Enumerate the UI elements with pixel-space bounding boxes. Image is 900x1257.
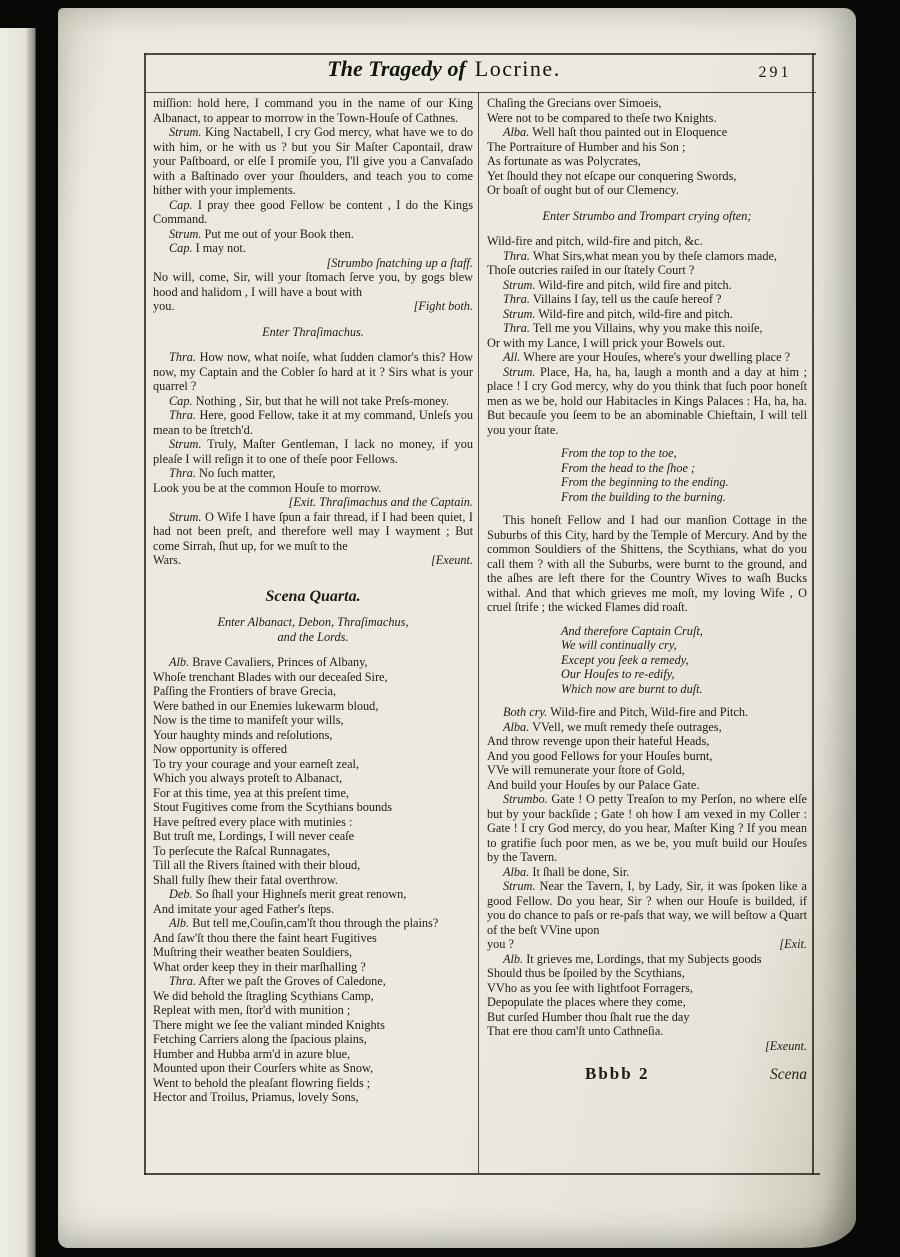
verse-line: Shall fully ſhew their fatal overthrow. [153,872,338,887]
verse-line: Our Houſes to re-edify, [561,667,675,681]
scene-heading: Scena Quarta. [265,587,361,605]
speaker-label: Strum. [168,509,202,524]
adjacent-page-edge [0,28,36,1257]
speech [487,720,807,793]
verse-line: Repleat with men, ſtor'd with munition ; [153,1003,351,1017]
speaker-label: Strum. [168,226,202,241]
verse-line: Should thus be ſpoiled by the Scythians, [487,966,685,980]
speaker-label: Thra. [168,466,196,480]
verse-line: Now is the time to manifeſt your wills, [153,713,344,727]
verse-line: VVe will remunerate your ſtore of Gold, [487,763,685,777]
verse-line: Muſtring their weather beaten Souldiers, [153,945,353,959]
verse-line: Were not to be compared to theſe two Knights. [487,110,717,125]
verse-line: Hector and Troilus, Priamus, lovely Sons, [153,1090,359,1104]
verse-line: The Portraiture of Humber and his Son ; [487,139,686,154]
verse-line: Were bathed in our Enemies lukewarm bloud, [153,698,379,713]
speech: Strum. Near the Tavern, I, by Lady, Sir, it was ſpoken like a good Fellow. Do you hear, Sir ? when our Houſe is builded, if you do chance to paſs or re-paſs that way, we will beſtow a Quart of the beſt VVine upon [487,879,807,937]
frame-rule-top-inner [144,92,816,93]
speaker-label: Alba. [502,125,530,139]
speaker-label: Strum. [168,125,202,139]
speaker-label: Strum. [502,364,536,379]
text-line [153,299,473,314]
speech: Strum. Truly, Maſter Gentleman, I lack no money, if you pleaſe I will reſign it to one of theſe poor Fellows. [153,437,473,466]
speaker-label: Both cry. [502,705,548,719]
speaker-label: Thra. [168,408,196,422]
speech: Strum. Wild-fire and pitch, wild fire and pitch. [502,277,732,292]
paragraph: No will, come, Sir, will your ſtomach ſerve you, by gogs blew hood and halidom , I will have a bout with [153,270,473,299]
speaker-label: Thra. [168,974,196,988]
catchword: Scena [769,1066,807,1083]
speaker-label: Thra. [502,248,530,263]
verse-line: Chaſing the Grecians over Simoeis, [487,96,662,110]
stage-direction: [Exeunt. [764,1038,807,1053]
verse-line: Look you be at the common Houſe to morrow. [153,480,382,495]
frame-rule-left [144,53,146,1175]
page-number: 291 [758,64,792,81]
verse-line: That ere thou cam'ſt unto Cathneſia. [487,1024,664,1038]
verse-line: To try your courage and your earneſt zeal, [153,756,360,771]
speech: All. Where are your Houſes, where's your dwelling place ? [502,350,791,364]
speaker-label: Alb. [502,951,524,966]
speech [487,96,807,125]
right-text-column [487,96,807,1083]
frame-rule-right [812,53,814,1175]
verse-line: Deb. So ſhall your Highneſs merit great renown, [168,887,407,901]
verse-line: Your haughty minds and reſolutions, [153,727,333,742]
verse-line: From the head to the ſhoe ; [561,460,696,475]
paragraph: miſſion: hold here, I command you in the name of our King Albanact, to appear to morrow in the Town-Houſe of Cathnes. [153,96,473,125]
verse-line: Alb. It grieves me, Lordings, that my Subjects goods [502,951,762,966]
speech: Strum. Place, Ha, ha, ha, laugh a month and a day at him ; place ! I cry God mercy, why do you think that ſuch poor honeſt men as we be, hold our Habitacles in Kings Palaces : Ha, ha, ha. But becauſe you ſeem to be an abominable Chieftain, I will tell you your ſtate. [487,364,807,437]
frame-rule-bottom [144,1173,820,1175]
speaker-label: All. [502,350,521,364]
speech [487,321,807,350]
verse-line: Yet ſhould they not eſcape our conquering Swords, [487,168,737,183]
verse-line: We did behold the ſtragling Scythians Camp, [153,988,374,1003]
frame-rule-top-outer [144,53,816,55]
speech [487,125,807,198]
speaker-label: Deb. [168,887,193,901]
speech: Thra. How now, what noiſe, what ſudden clamor's this? How now, my Captain and the Cobler ſo hard at it ? Sirs what is your quarrel ? [153,350,473,393]
line-text: Wars. [153,553,182,567]
verse-line: What order keep they in their marſhalling ? [153,959,366,974]
book-page [58,8,856,1248]
speech: Cap. I may not. [168,241,246,255]
speaker-label: Strum. [168,437,202,451]
paragraph: Wild-fire and pitch, wild-fire and pitch, &c. [487,234,703,248]
verse-line: Stout Fugitives come from the Scythians bounds [153,800,393,814]
speech: Thra. Villains I ſay, tell us the cauſe hereof ? [502,292,722,306]
speaker-label: Alba. [502,864,530,879]
enter-line: and the Lords. [277,629,349,644]
text-line [153,553,473,568]
speech: Strumbo. Gate ! O petty Treaſon to my Perſon, no where elſe but by your backſide ; Gate ! oh how I am vexed in my Coller : Gate ! I cry God mercy, do you hear, Maſter King ? If you mean to gratifie ſuch poor men, as we be, you muſt build our Houſes by the Tavern. [487,792,807,864]
stage-direction: [Exit. [779,937,807,951]
verse-line: Alb. Brave Cavaliers, Princes of Albany, [168,655,368,669]
speech: Alba. It ſhall be done, Sir. [502,864,630,879]
column-divider-rule [478,92,479,1173]
speech [153,655,473,887]
speaker-label: Strumbo. [502,792,548,806]
verse-line: Now opportunity is offered [153,742,287,756]
verse-line: Till all the Rivers ſtained with their bloud, [153,858,361,872]
left-text-column [153,96,473,1105]
speech [153,916,473,974]
speech: Strum. Wild-fire and pitch, wild-fire and pitch. [502,306,733,321]
verse [561,446,807,504]
text-line [487,937,807,952]
speaker-label: Strum. [502,879,536,893]
verse-line: And ſaw'ſt thou there the faint heart Fugitives [153,930,377,945]
running-title-italic: The Tragedy of [327,56,466,81]
speech [153,974,473,1105]
enter-line: Enter Albanact, Debon, Thraſimachus, [217,615,409,629]
verse-line: Fetching Carriers along the ſpacious plains, [153,1032,367,1046]
verse [561,624,807,697]
speech [487,249,807,278]
verse-line: We will continually cry, [561,638,677,652]
verse-line: From the top to the toe, [561,446,677,460]
verse-line: And imitate your aged Father's ſteps. [153,901,335,916]
verse-line: Which you always proteſt to Albanact, [153,771,343,785]
verse-line: Thra. Tell me you Villains, why you make this noiſe, [502,321,763,335]
running-title [144,56,744,82]
verse-line: Thra. No ſuch matter, [168,466,276,480]
verse-line: Alba. Well haſt thou painted out in Eloquence [502,125,728,139]
speech: Both cry. Wild-fire and Pitch, Wild-fire and Pitch. [502,705,749,719]
speaker-label: Thra. [502,292,530,306]
line-text: you ? [487,937,514,951]
verse-line: From the building to the burning. [561,489,726,504]
verse-line: Whoſe trenchant Blades with our deceaſed Sire, [153,669,388,684]
verse-line: Mounted upon their Courſers white as Snow, [153,1061,374,1075]
verse-line: Went to behold the pleaſant flowring fields ; [153,1075,371,1090]
speaker-label: Thra. [168,350,196,364]
verse-line: Humber and Hubba arm'd in azure blue, [153,1046,351,1061]
line-text: you. [153,299,175,313]
verse-line: Thoſe outcries raiſed in our ſtately Court ? [487,263,695,277]
verse-line: Thra. After we paſt the Groves of Caledone, [168,974,386,988]
speech: Strum. King Nactabell, I cry God mercy, what have we to do with him, or he with us ? but you Sir Maſter Capontail, draw your Paſtboard, or elſe I promiſe you, I'll give you a Canvaſado with a Baſtinado over your ſhoulders, and teach you to come hither with your implements. [153,125,473,197]
verse-line: For at this time, yea at this preſent time, [153,785,350,800]
enter-line: Enter Thraſimachus. [262,324,364,339]
speaker-label: Alb. [168,655,190,669]
verse-line: Or boaſt of ought but of our Clemency. [487,183,679,197]
verse-line: There might we ſee the valiant minded Knights [153,1017,385,1032]
verse-line: But truſt me, Lordings, I will never ceaſe [153,829,355,843]
stage-direction: [Fight both. [413,299,473,313]
verse-line: Paſſing the Frontiers of brave Grecia, [153,684,337,698]
speaker-label: Cap. [168,241,193,255]
speaker-label: Alba. [502,719,530,734]
speech [153,466,473,495]
signature-mark: Bbbb 2 [585,1064,650,1083]
paragraph: This honeſt Fellow and I had our manſion Cottage in the Suburbs of this City, hard by the Temple of Mercury. And by the common Souldiers of the Shittens, the Scythians, what do you call them ? with all the Suburbs, were burnt to the ground, and the aſhes are left there for the Country Wives to waſh Bucks withal. And that which grieves me moſt, my loving Wife , O cruel ſtrife ; the wicked Flames did roaſt. [487,513,807,614]
enter-direction [487,209,807,224]
speaker-label: Strum. [502,277,536,292]
signature-line [487,1064,807,1083]
speech [487,952,807,1039]
speaker-label: Cap. [168,393,193,408]
enter-direction [153,325,473,340]
speaker-label: Cap. [168,197,193,212]
speech [153,887,473,916]
verse-line: And throw revenge upon their hateful Heads, [487,734,710,748]
verse-line: VVho as you ſee with lightfoot Forragers, [487,980,693,995]
speech: Cap. I pray thee good Fellow be content , I do the Kings Command. [153,197,473,226]
speech: Cap. Nothing , Sir, but that he will not take Preſs-money. [168,393,450,408]
verse-line: And therefore Captain Cruſt, [561,623,703,638]
verse-line: Which now are burnt to duſt. [561,681,703,696]
speaker-label: Alb. [168,916,190,930]
stage-direction: [Exit. Thraſimachus and the Captain. [288,495,473,509]
enter-direction [153,615,473,644]
verse-line: Depopulate the places where they come, [487,995,686,1009]
speech: Strum. Put me out of your Book then. [168,226,354,241]
speaker-label: Thra. [502,321,530,335]
stage-direction: [Exeunt. [430,553,473,567]
verse-line: To perſecute the Raſcal Runnagates, [153,843,331,858]
verse-line: And you good Fellows for your Houſes burnt, [487,748,713,763]
verse-line: From the beginning to the ending. [561,475,729,489]
verse-line: Alba. VVell, we muſt remedy theſe outrages, [502,719,722,734]
verse-line: And build your Houſes by our Palace Gate. [487,777,700,792]
verse-line: Have peſtred every place with mutinies : [153,814,353,829]
verse-line: Thra. What Sirs,what mean you by theſe clamors made, [502,248,777,263]
stage-direction: [Strumbo ſnatching up a ſtaff. [326,255,473,270]
speaker-label: Strum. [502,306,536,321]
enter-line: Enter Strumbo and Trompart crying often; [542,208,752,223]
verse-line: Alb. But tell me,Couſin,cam'ſt thou through the plains? [168,916,439,930]
running-title-roman: Locrine. [474,56,561,81]
verse-line: Or with my Lance, I will prick your Bowels out. [487,335,726,350]
speech: Thra. Here, good Fellow, take it at my command, Unleſs you mean to be ſtretch'd. [153,408,473,437]
verse-line: But curſed Humber thou ſhalt rue the day [487,1009,690,1024]
verse-line: As fortunate as was Polycrates, [487,154,642,168]
verse-line: Except you ſeek a remedy, [561,652,689,667]
speech: Strum. O Wife I have ſpun a fair thread, if I had been quiet, I had not been preſt, and therefore well may I wayment ; But come Sirrah, ſhut up, for we muſt to the [153,509,473,553]
